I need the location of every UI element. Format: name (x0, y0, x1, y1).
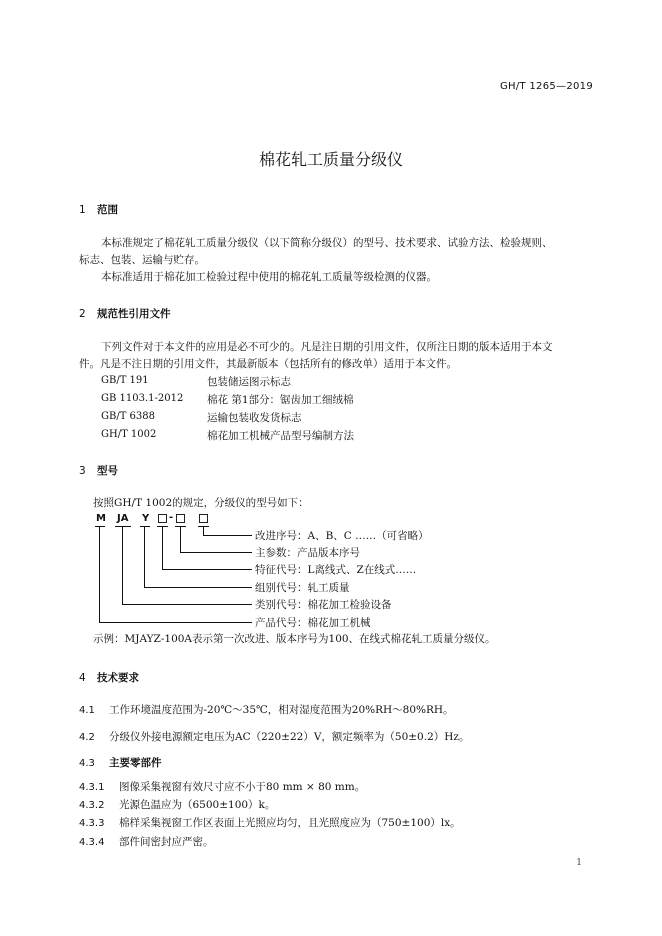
code-box-param (176, 514, 185, 523)
clause-4-3-4 (79, 834, 214, 849)
code-label-group: 组别代号：轧工质量 (255, 582, 350, 594)
section-2-para-line-2: 件。凡是不注日期的引用文件，其最新版本（包括所有的修改单）适用于本文件。 (79, 358, 457, 370)
leader-line (162, 569, 252, 570)
clause-title: 主要零部件 (109, 757, 162, 769)
model-intro: 按照GH/T 1002的规定，分级仪的型号如下： (93, 497, 309, 509)
clause-number: 4.3.4 (79, 837, 105, 848)
leader-line (180, 552, 252, 553)
code-label-feature: 特征代号：L离线式、Z在线式…… (255, 564, 417, 576)
section-2-para-line-1: 下列文件对于本文件的应用是必不可少的。凡是注日期的引用文件，仅所注日期的版本适用于本文 (101, 341, 553, 353)
leader-line (99, 622, 252, 623)
code-label-product: 产品代号：棉花加工机械 (255, 617, 371, 629)
clause-text: 工作环境温度范围为-20℃～35℃，相对湿度范围为20%RH～80%RH。 (109, 704, 454, 716)
leader-line (144, 587, 252, 588)
section-1-para-2: 本标准适用于棉花加工检验过程中使用的棉花轧工质量等级检测的仪器。 (101, 271, 437, 283)
clause-4-3-3 (79, 815, 461, 830)
standard-number: GH/T 1265—2019 (499, 81, 593, 92)
clause-text: 光源色温应为（6500±100）k。 (119, 799, 276, 811)
clause-text: 棉样采集视窗工作区表面上光照应均匀，且光照度应为（750±100）lx。 (119, 817, 461, 829)
underline (115, 526, 131, 527)
section-number: 4 (79, 672, 86, 684)
leader-line (144, 527, 145, 588)
leader-line (180, 527, 181, 553)
leader-line (122, 527, 123, 605)
clause-number: 4.3.2 (79, 800, 105, 811)
section-title: 范围 (97, 204, 118, 216)
section-number: 1 (79, 204, 86, 216)
section-title: 规范性引用文件 (97, 308, 171, 320)
clause-4-1 (79, 702, 454, 717)
section-1-para-1-line-1: 本标准规定了棉花轧工质量分级仪（以下简称分级仪）的型号、技术要求、试验方法、检验规则、 (101, 237, 553, 249)
clause-4-2 (79, 729, 469, 744)
ref-title: 棉花 第1部分：锯齿加工细绒棉 (207, 394, 354, 406)
code-letter-ja: JA (117, 513, 129, 524)
underline (140, 526, 150, 527)
underline (95, 526, 105, 527)
leader-line (203, 535, 252, 536)
clause-number: 4.3.1 (79, 782, 105, 793)
model-example: 示例：MJAYZ-100A表示第一次改进、版本序号为100、在线式棉花轧工质量分级仪。 (93, 633, 496, 645)
section-number: 3 (79, 465, 86, 477)
code-label-category: 类别代号：棉花加工检验设备 (255, 599, 392, 611)
leader-line (162, 527, 163, 570)
section-2-heading (79, 306, 171, 321)
clause-4-3-heading (79, 755, 162, 770)
clause-4-3-1 (79, 779, 365, 794)
clause-number: 4.3 (79, 758, 95, 769)
ref-code: GB/T 6388 (101, 411, 156, 422)
section-title: 技术要求 (97, 672, 139, 684)
code-label-improve: 改进序号：A、B、C ……（可省略） (255, 530, 429, 542)
section-1-heading (79, 202, 118, 217)
section-title: 型号 (97, 465, 118, 477)
section-number: 2 (79, 308, 86, 320)
ref-title: 运输包装收发货标志 (207, 412, 302, 424)
clause-4-3-2 (79, 797, 275, 812)
code-letter-m: M (96, 513, 106, 524)
clause-number: 4.3.3 (79, 818, 105, 829)
leader-line (99, 527, 100, 623)
code-box-improve (199, 514, 208, 523)
ref-title: 包装储运图示标志 (207, 376, 291, 388)
ref-code: GB/T 191 (101, 375, 149, 386)
clause-text: 部件间密封应严密。 (119, 836, 214, 848)
clause-text: 图像采集视窗有效尺寸应不小于80 mm × 80 mm。 (119, 781, 366, 793)
code-letter-y: Y (142, 513, 150, 524)
section-3-heading (79, 463, 118, 478)
code-box-feature (158, 514, 167, 523)
clause-number: 4.1 (79, 705, 95, 716)
code-label-param: 主参数：产品版本序号 (255, 547, 360, 559)
section-4-heading (79, 670, 139, 685)
document-title: 棉花轧工质量分级仪 (258, 150, 403, 169)
code-dash: - (169, 512, 174, 523)
page-number: 1 (576, 858, 582, 868)
section-1-para-1-line-2: 标志、包装、运输与贮存。 (79, 254, 205, 266)
clause-number: 4.2 (79, 732, 95, 743)
leader-line (122, 604, 252, 605)
clause-text: 分级仪外接电源额定电压为AC（220±22）V，额定频率为（50±0.2）Hz。 (109, 731, 470, 743)
ref-title: 棉花加工机械产品型号编制方法 (207, 430, 354, 442)
ref-code: GB 1103.1-2012 (101, 393, 184, 404)
ref-code: GH/T 1002 (101, 429, 157, 440)
